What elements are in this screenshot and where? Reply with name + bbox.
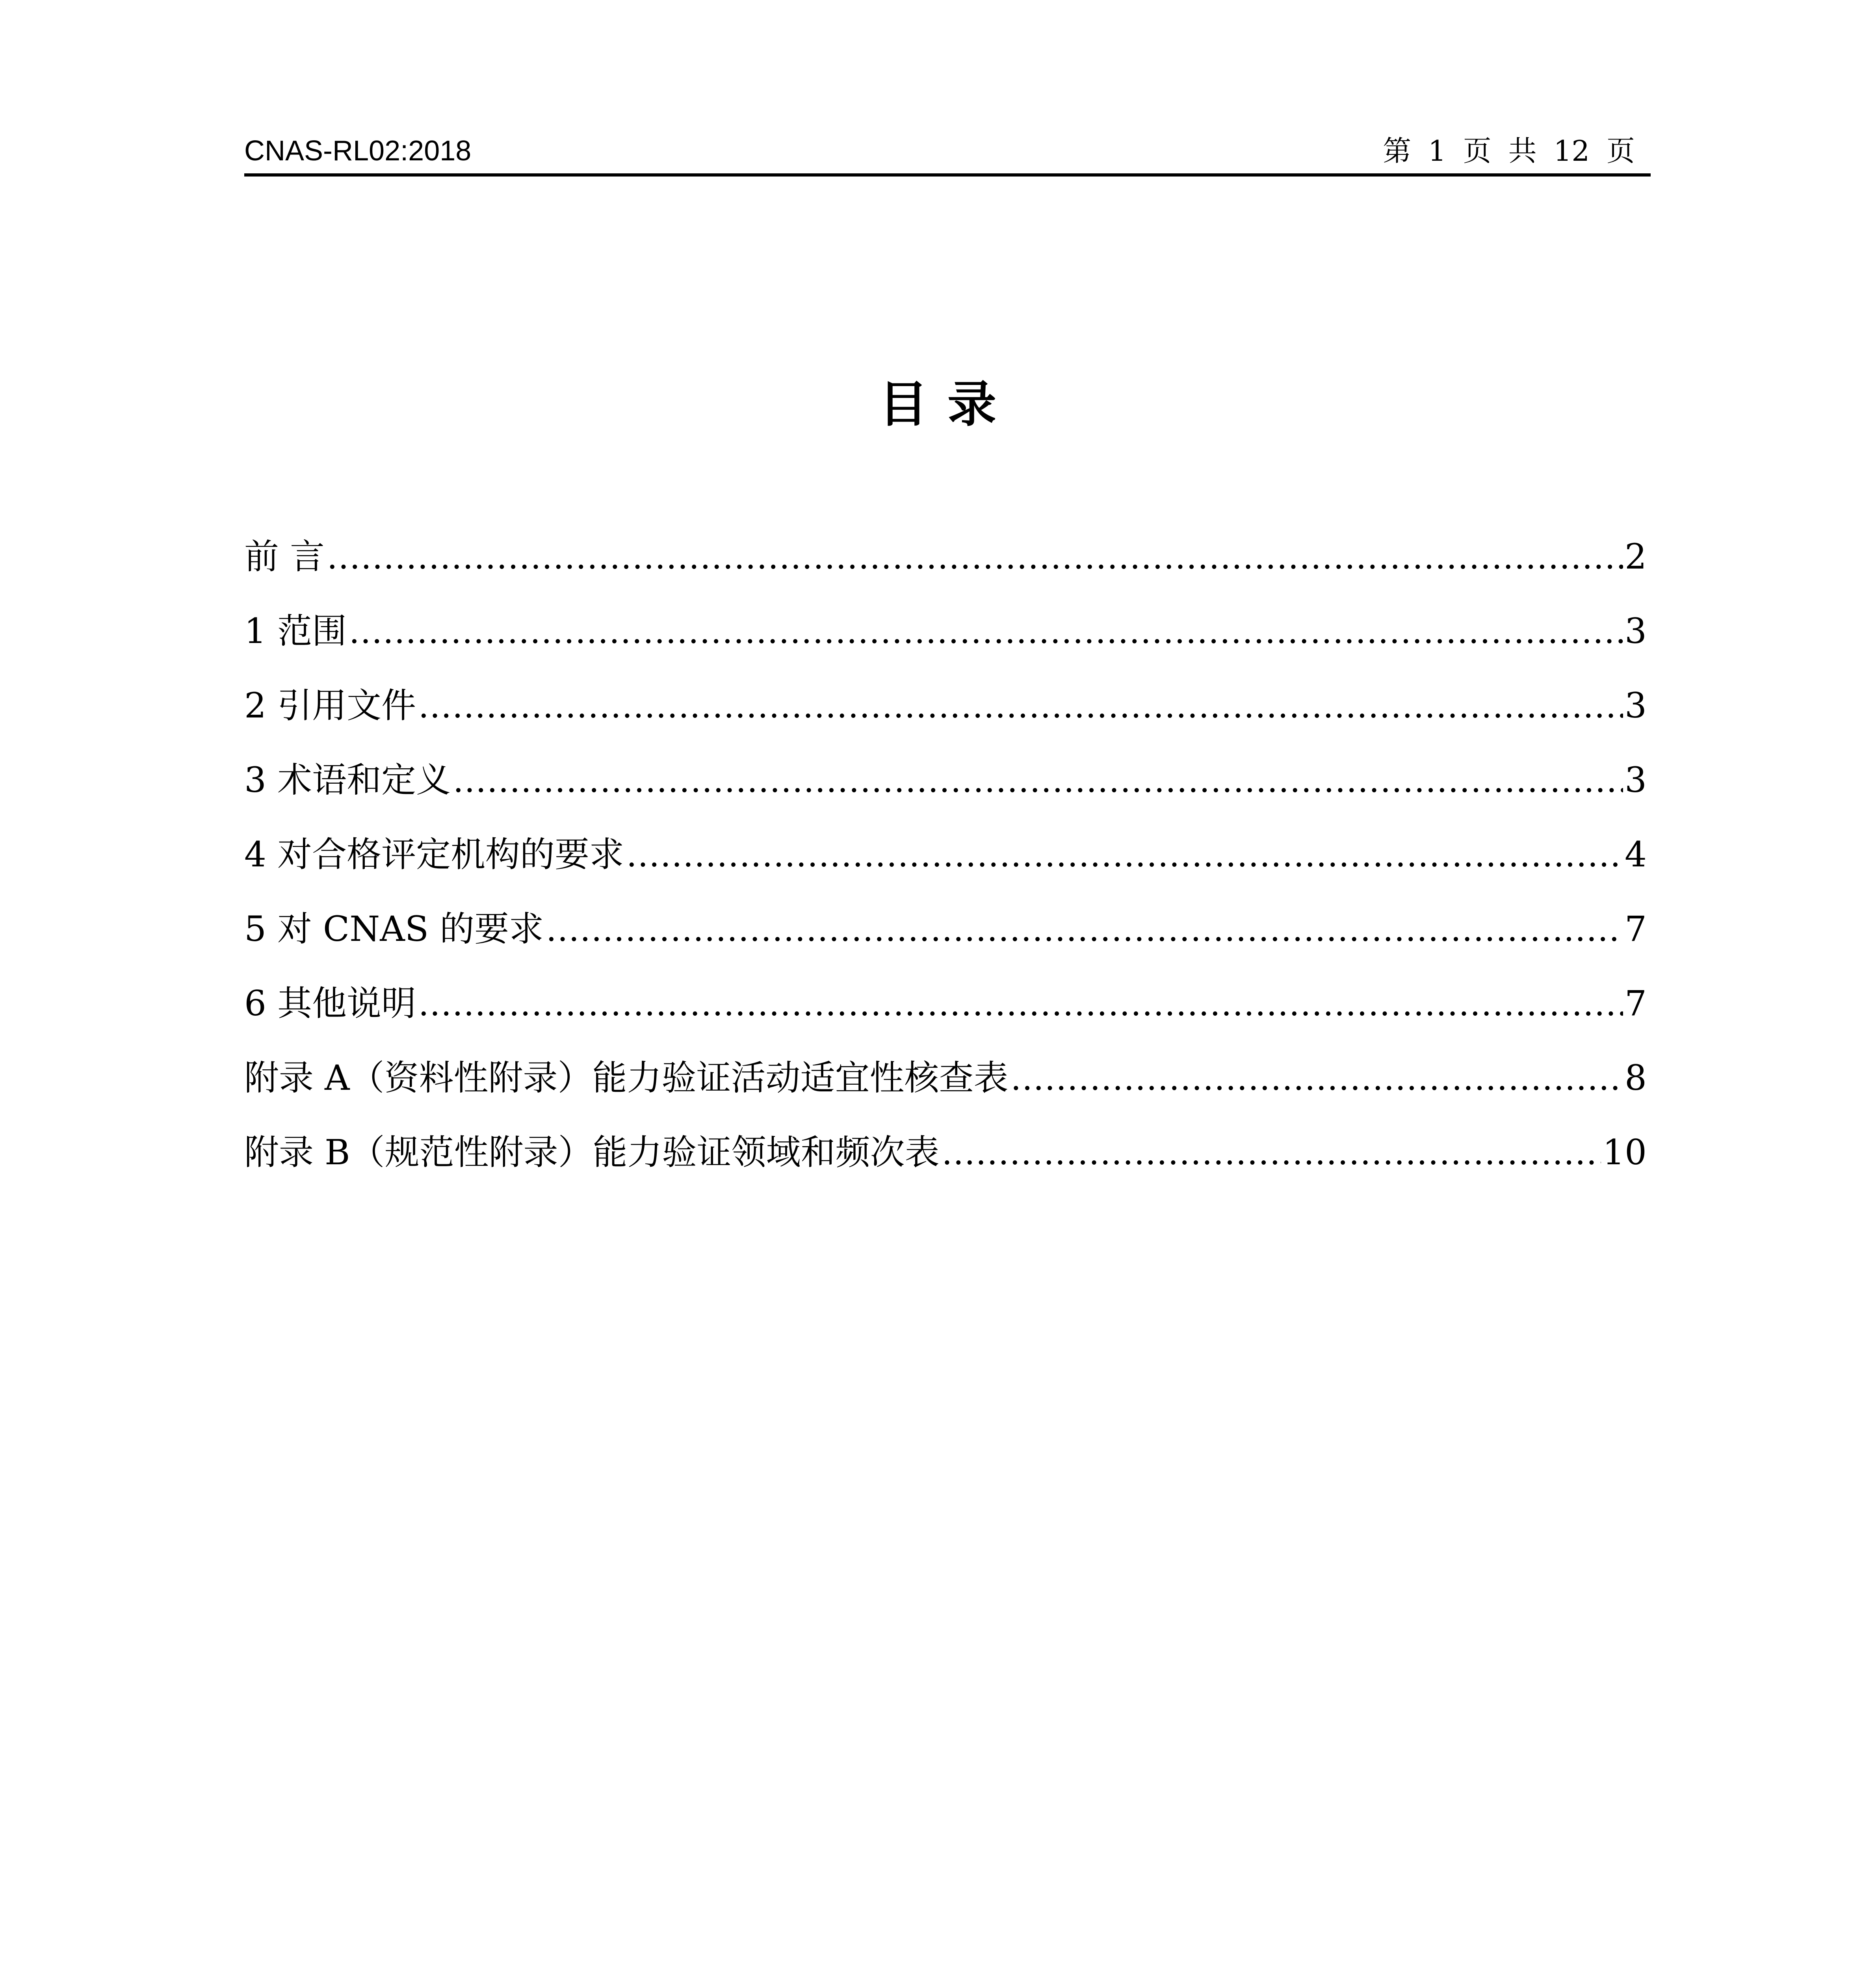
toc-dot-leader: [327, 537, 1623, 577]
toc-entry-page-number: 8: [1625, 1057, 1647, 1098]
toc-entry-foreword[interactable]: [244, 536, 1647, 610]
toc-title: 目录: [879, 376, 1016, 433]
toc-entry-page-number: 10: [1603, 1132, 1647, 1173]
page-number-info: 第 1 页 共 12 页: [1383, 134, 1635, 167]
toc-entry-label: 前 言: [244, 536, 325, 577]
toc-entry-label: 5 对 CNAS 的要求: [244, 909, 544, 949]
toc-dot-leader: [418, 686, 1623, 726]
toc-dot-leader: [1011, 1059, 1623, 1098]
toc-entry-cab-requirements[interactable]: [244, 834, 1647, 908]
toc-entry-page-number: 4: [1625, 834, 1647, 875]
toc-dot-leader: [349, 612, 1623, 652]
toc-entry-label: 3 术语和定义: [244, 760, 451, 800]
toc-entry-references[interactable]: [244, 685, 1647, 759]
toc-dot-leader: [546, 910, 1623, 950]
toc-entry-other-notes[interactable]: [244, 983, 1647, 1057]
toc-entry-cnas-requirements[interactable]: [244, 908, 1647, 983]
toc-entry-terms[interactable]: [244, 759, 1647, 834]
toc-dot-leader: [418, 984, 1623, 1024]
toc-entry-page-number: 3: [1625, 760, 1647, 800]
toc-dot-leader: [453, 761, 1623, 801]
page-header: [244, 130, 1651, 177]
table-of-contents: [244, 536, 1647, 1206]
toc-entry-label: 4 对合格评定机构的要求: [244, 834, 624, 875]
toc-dot-leader: [942, 1133, 1601, 1173]
toc-entry-appendix-a[interactable]: [244, 1057, 1647, 1132]
toc-entry-appendix-b[interactable]: [244, 1132, 1647, 1206]
toc-entry-scope[interactable]: [244, 610, 1647, 685]
toc-entry-page-number: 2: [1625, 536, 1647, 577]
toc-entry-page-number: 3: [1625, 685, 1647, 726]
toc-entry-page-number: 7: [1625, 909, 1647, 949]
toc-dot-leader: [626, 835, 1623, 875]
toc-entry-page-number: 3: [1625, 611, 1647, 651]
toc-entry-label: 6 其他说明: [244, 983, 416, 1024]
toc-entry-page-number: 7: [1625, 983, 1647, 1024]
document-code: CNAS-RL02:2018: [244, 135, 472, 167]
toc-entry-label: 附录 A（资料性附录）能力验证活动适宜性核查表: [244, 1057, 1009, 1098]
toc-entry-label: 1 范围: [244, 611, 347, 651]
toc-entry-label: 2 引用文件: [244, 685, 416, 726]
toc-entry-label: 附录 B（规范性附录）能力验证领域和频次表: [244, 1132, 940, 1173]
